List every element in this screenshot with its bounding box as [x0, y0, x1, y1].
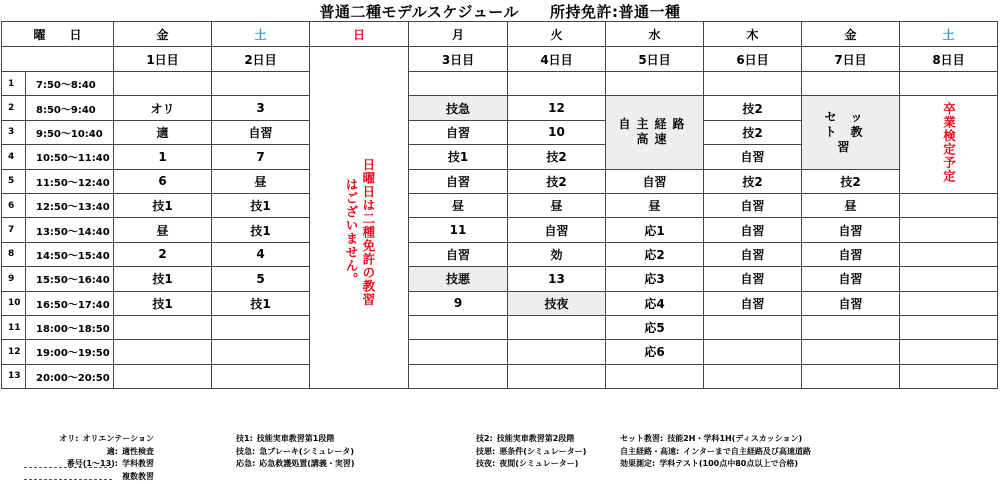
day3-cell: 技悪 [409, 267, 508, 291]
day4-cell: 技2 [508, 169, 606, 193]
day1-cell [114, 340, 212, 364]
weekday-header: 水 [606, 22, 704, 47]
period-number: 8 [2, 242, 26, 266]
day8-note: 卒業検定予定 [941, 102, 957, 184]
day8-cell [900, 267, 998, 291]
weekday-header: 月 [409, 22, 508, 47]
legend-item [620, 433, 811, 446]
period-number: 9 [2, 267, 26, 291]
day1-cell: 技1 [114, 193, 212, 217]
day5-cell: 応1 [606, 218, 704, 242]
day5-cell: 自習 [606, 169, 704, 193]
day1-cell: 1 [114, 145, 212, 169]
day2-cell: 7 [212, 145, 310, 169]
day-header: 5日目 [606, 47, 704, 72]
legend-value: 学科教習 [122, 459, 154, 468]
legend-item [236, 458, 355, 471]
header-blank [2, 47, 114, 72]
legend-item [24, 471, 154, 484]
legend-key: 番号(1～13): [66, 459, 118, 468]
day6-cell: 自習 [704, 218, 802, 242]
day3-cell [409, 340, 508, 364]
day6-cell [704, 72, 802, 96]
day8-cell [900, 340, 998, 364]
sunday-note: 日曜日は二種免許の教習はございません。 [344, 157, 376, 307]
day7-cell: 自習 [802, 242, 900, 266]
period-time: 19:00～19:50 [26, 340, 114, 364]
period-number: 2 [2, 96, 26, 120]
day8-cell [900, 364, 998, 388]
day2-cell: 技1 [212, 291, 310, 315]
period-time: 15:50～16:40 [26, 267, 114, 291]
day6-cell [704, 340, 802, 364]
day5-cell: 応4 [606, 291, 704, 315]
day5-cell [606, 364, 704, 388]
day4-cell: 技2 [508, 145, 606, 169]
day2-cell [212, 72, 310, 96]
legend-value: 悪条件(シミュレーター) [499, 446, 587, 456]
day8-cell [900, 291, 998, 315]
day4-cell [508, 72, 606, 96]
period-time: 14:50～15:40 [26, 242, 114, 266]
day-header: 2日目 [212, 47, 310, 72]
day6-cell [704, 315, 802, 339]
weekday-header: 日 [310, 22, 409, 47]
day7-cell [802, 364, 900, 388]
day5-cell: 応6 [606, 340, 704, 364]
period-time: 12:50～13:40 [26, 193, 114, 217]
legend-key: 技夜: [476, 459, 496, 468]
day4-cell: 13 [508, 267, 606, 291]
day2-cell: 3 [212, 96, 310, 120]
legend-col-4 [620, 433, 811, 471]
day8-cell [900, 242, 998, 266]
day1-cell: 技1 [114, 267, 212, 291]
legend-dash-1 [24, 467, 112, 468]
legend-item [24, 446, 154, 459]
day3-cell: 9 [409, 291, 508, 315]
legend-col-3 [476, 433, 586, 471]
day4-cell: 技夜 [508, 291, 606, 315]
day1-cell [114, 315, 212, 339]
legend-value: 適性検査 [122, 446, 154, 456]
legend-value: 技能実車教習第1段階 [256, 434, 335, 443]
legend-value: 技能実車教習第2段階 [496, 434, 575, 443]
weekday-header: 土 [900, 22, 998, 47]
period-number: 10 [2, 291, 26, 315]
legend-item [236, 433, 355, 446]
day1-cell: オリ [114, 96, 212, 120]
legend-item [620, 446, 811, 459]
period-time: 10:50～11:40 [26, 145, 114, 169]
day6-cell: 自習 [704, 291, 802, 315]
period-number: 6 [2, 193, 26, 217]
day1-cell [114, 364, 212, 388]
period-number: 12 [2, 340, 26, 364]
day3-cell [409, 364, 508, 388]
legend-key: 応急: [236, 459, 256, 468]
weekday-header: 金 [114, 22, 212, 47]
day3-cell: 自習 [409, 120, 508, 144]
day8-cell [900, 193, 998, 217]
legend-key: 適: [106, 446, 118, 456]
day7-cell: 自習 [802, 218, 900, 242]
day6-cell: 自習 [704, 242, 802, 266]
schedule-table [1, 21, 998, 389]
day3-cell [409, 72, 508, 96]
day8-cell [900, 315, 998, 339]
day5-cell [606, 72, 704, 96]
day6-cell [704, 364, 802, 388]
period-number: 4 [2, 145, 26, 169]
legend-key: セット教習: [620, 434, 664, 443]
day7-cell: 技2 [802, 169, 900, 193]
period-number: 7 [2, 218, 26, 242]
weekday-header: 火 [508, 22, 606, 47]
sunday-column [310, 47, 409, 389]
day5-cell: 応5 [606, 315, 704, 339]
legend-item [236, 446, 355, 459]
period-time: 8:50～9:40 [26, 96, 114, 120]
day7-cell: 自習 [802, 267, 900, 291]
day3-cell: 技1 [409, 145, 508, 169]
day2-cell [212, 364, 310, 388]
day2-cell [212, 340, 310, 364]
day2-cell: 4 [212, 242, 310, 266]
day4-cell: 12 [508, 96, 606, 120]
legend-item [476, 458, 586, 471]
day3-cell: 技急 [409, 96, 508, 120]
day4-cell: 10 [508, 120, 606, 144]
legend-value: オリエンテーション [82, 434, 154, 443]
day-header: 8日目 [900, 47, 998, 72]
legend-item [620, 458, 811, 471]
day8-cell [900, 218, 998, 242]
legend-key: 効果測定: [620, 459, 656, 468]
day1-cell: 技1 [114, 291, 212, 315]
day7-merged-text: セット教習 [824, 109, 877, 154]
period-number: 3 [2, 120, 26, 144]
day4-cell [508, 340, 606, 364]
day-header: 7日目 [802, 47, 900, 72]
period-number: 11 [2, 315, 26, 339]
day8-cell [900, 72, 998, 96]
period-number: 13 [2, 364, 26, 388]
period-time: 18:00～18:50 [26, 315, 114, 339]
day1-cell: 適 [114, 120, 212, 144]
day5-cell: 応2 [606, 242, 704, 266]
day2-cell: 技1 [212, 218, 310, 242]
legend-value: 急ブレーキ(シミュレータ) [259, 446, 355, 456]
legend-col-1 [24, 433, 154, 483]
day6-cell: 技2 [704, 169, 802, 193]
period-time: 13:50～14:40 [26, 218, 114, 242]
period-time: 20:00～20:50 [26, 364, 114, 388]
legend-key: 自主経路・高速: [620, 446, 680, 456]
day5-cell: 昼 [606, 193, 704, 217]
day6-cell: 技2 [704, 96, 802, 120]
day7-cell [802, 72, 900, 96]
day2-cell: 自習 [212, 120, 310, 144]
day7-cell [802, 340, 900, 364]
day-header: 6日目 [704, 47, 802, 72]
day6-cell: 技2 [704, 120, 802, 144]
day5-merged-text: 自主経路高速 [618, 117, 691, 147]
period-time: 11:50～12:40 [26, 169, 114, 193]
legend-key: オリ: [59, 434, 79, 443]
legend-item [24, 433, 154, 446]
day7-cell [802, 315, 900, 339]
day7-cell: 昼 [802, 193, 900, 217]
day2-cell: 5 [212, 267, 310, 291]
day3-cell: 昼 [409, 193, 508, 217]
weekday-header: 土 [212, 22, 310, 47]
legend-dash-2 [24, 479, 112, 480]
legend-value: 学科テスト(100点中80点以上で合格) [659, 459, 799, 468]
day4-cell [508, 315, 606, 339]
day-header: 4日目 [508, 47, 606, 72]
day7-cell: 自習 [802, 291, 900, 315]
day2-cell: 昼 [212, 169, 310, 193]
day4-cell: 効 [508, 242, 606, 266]
legend-value: 応急救護処置(講義・実習) [259, 459, 355, 468]
legend-value: 夜間(シミュレーター) [499, 459, 579, 468]
legend-value: 技能2H・学科1H(ディスカッション) [667, 434, 803, 443]
day3-cell: 自習 [409, 242, 508, 266]
day-header: 1日目 [114, 47, 212, 72]
day6-cell: 自習 [704, 145, 802, 169]
day5-cell: 応3 [606, 267, 704, 291]
day1-cell [114, 72, 212, 96]
legend-key: 技2: [476, 434, 493, 443]
legend-value: インターまで自主経路及び高速道路 [683, 446, 811, 456]
legend-item [476, 433, 586, 446]
legend-col-2 [236, 433, 355, 471]
period-time: 16:50～17:40 [26, 291, 114, 315]
day4-cell: 自習 [508, 218, 606, 242]
header-corner: 曜 日 [2, 22, 114, 47]
day-header: 3日目 [409, 47, 508, 72]
day3-cell: 自習 [409, 169, 508, 193]
day1-cell: 6 [114, 169, 212, 193]
weekday-header: 金 [802, 22, 900, 47]
legend-item [476, 446, 586, 459]
day6-cell: 自習 [704, 267, 802, 291]
day4-cell [508, 364, 606, 388]
weekday-header: 木 [704, 22, 802, 47]
legend-key: 技1: [236, 434, 253, 443]
period-time: 9:50～10:40 [26, 120, 114, 144]
period-number: 1 [2, 72, 26, 96]
day2-cell: 技1 [212, 193, 310, 217]
day5-merged [606, 96, 704, 169]
legend-key: 技急: [236, 446, 256, 456]
day8-merged [900, 96, 998, 194]
legend-value: 複数教習 [122, 471, 154, 481]
day4-cell: 昼 [508, 193, 606, 217]
day3-cell [409, 315, 508, 339]
day1-cell: 昼 [114, 218, 212, 242]
day2-cell [212, 315, 310, 339]
day1-cell: 2 [114, 242, 212, 266]
legend-item [24, 458, 154, 471]
day7-merged [802, 96, 900, 169]
period-time: 7:50～8:40 [26, 72, 114, 96]
period-number: 5 [2, 169, 26, 193]
day3-cell: 11 [409, 218, 508, 242]
page-title: 普通二種モデルスケジュール 所持免許:普通一種 [319, 3, 681, 21]
day6-cell: 自習 [704, 193, 802, 217]
legend-key: 技悪: [476, 446, 496, 456]
